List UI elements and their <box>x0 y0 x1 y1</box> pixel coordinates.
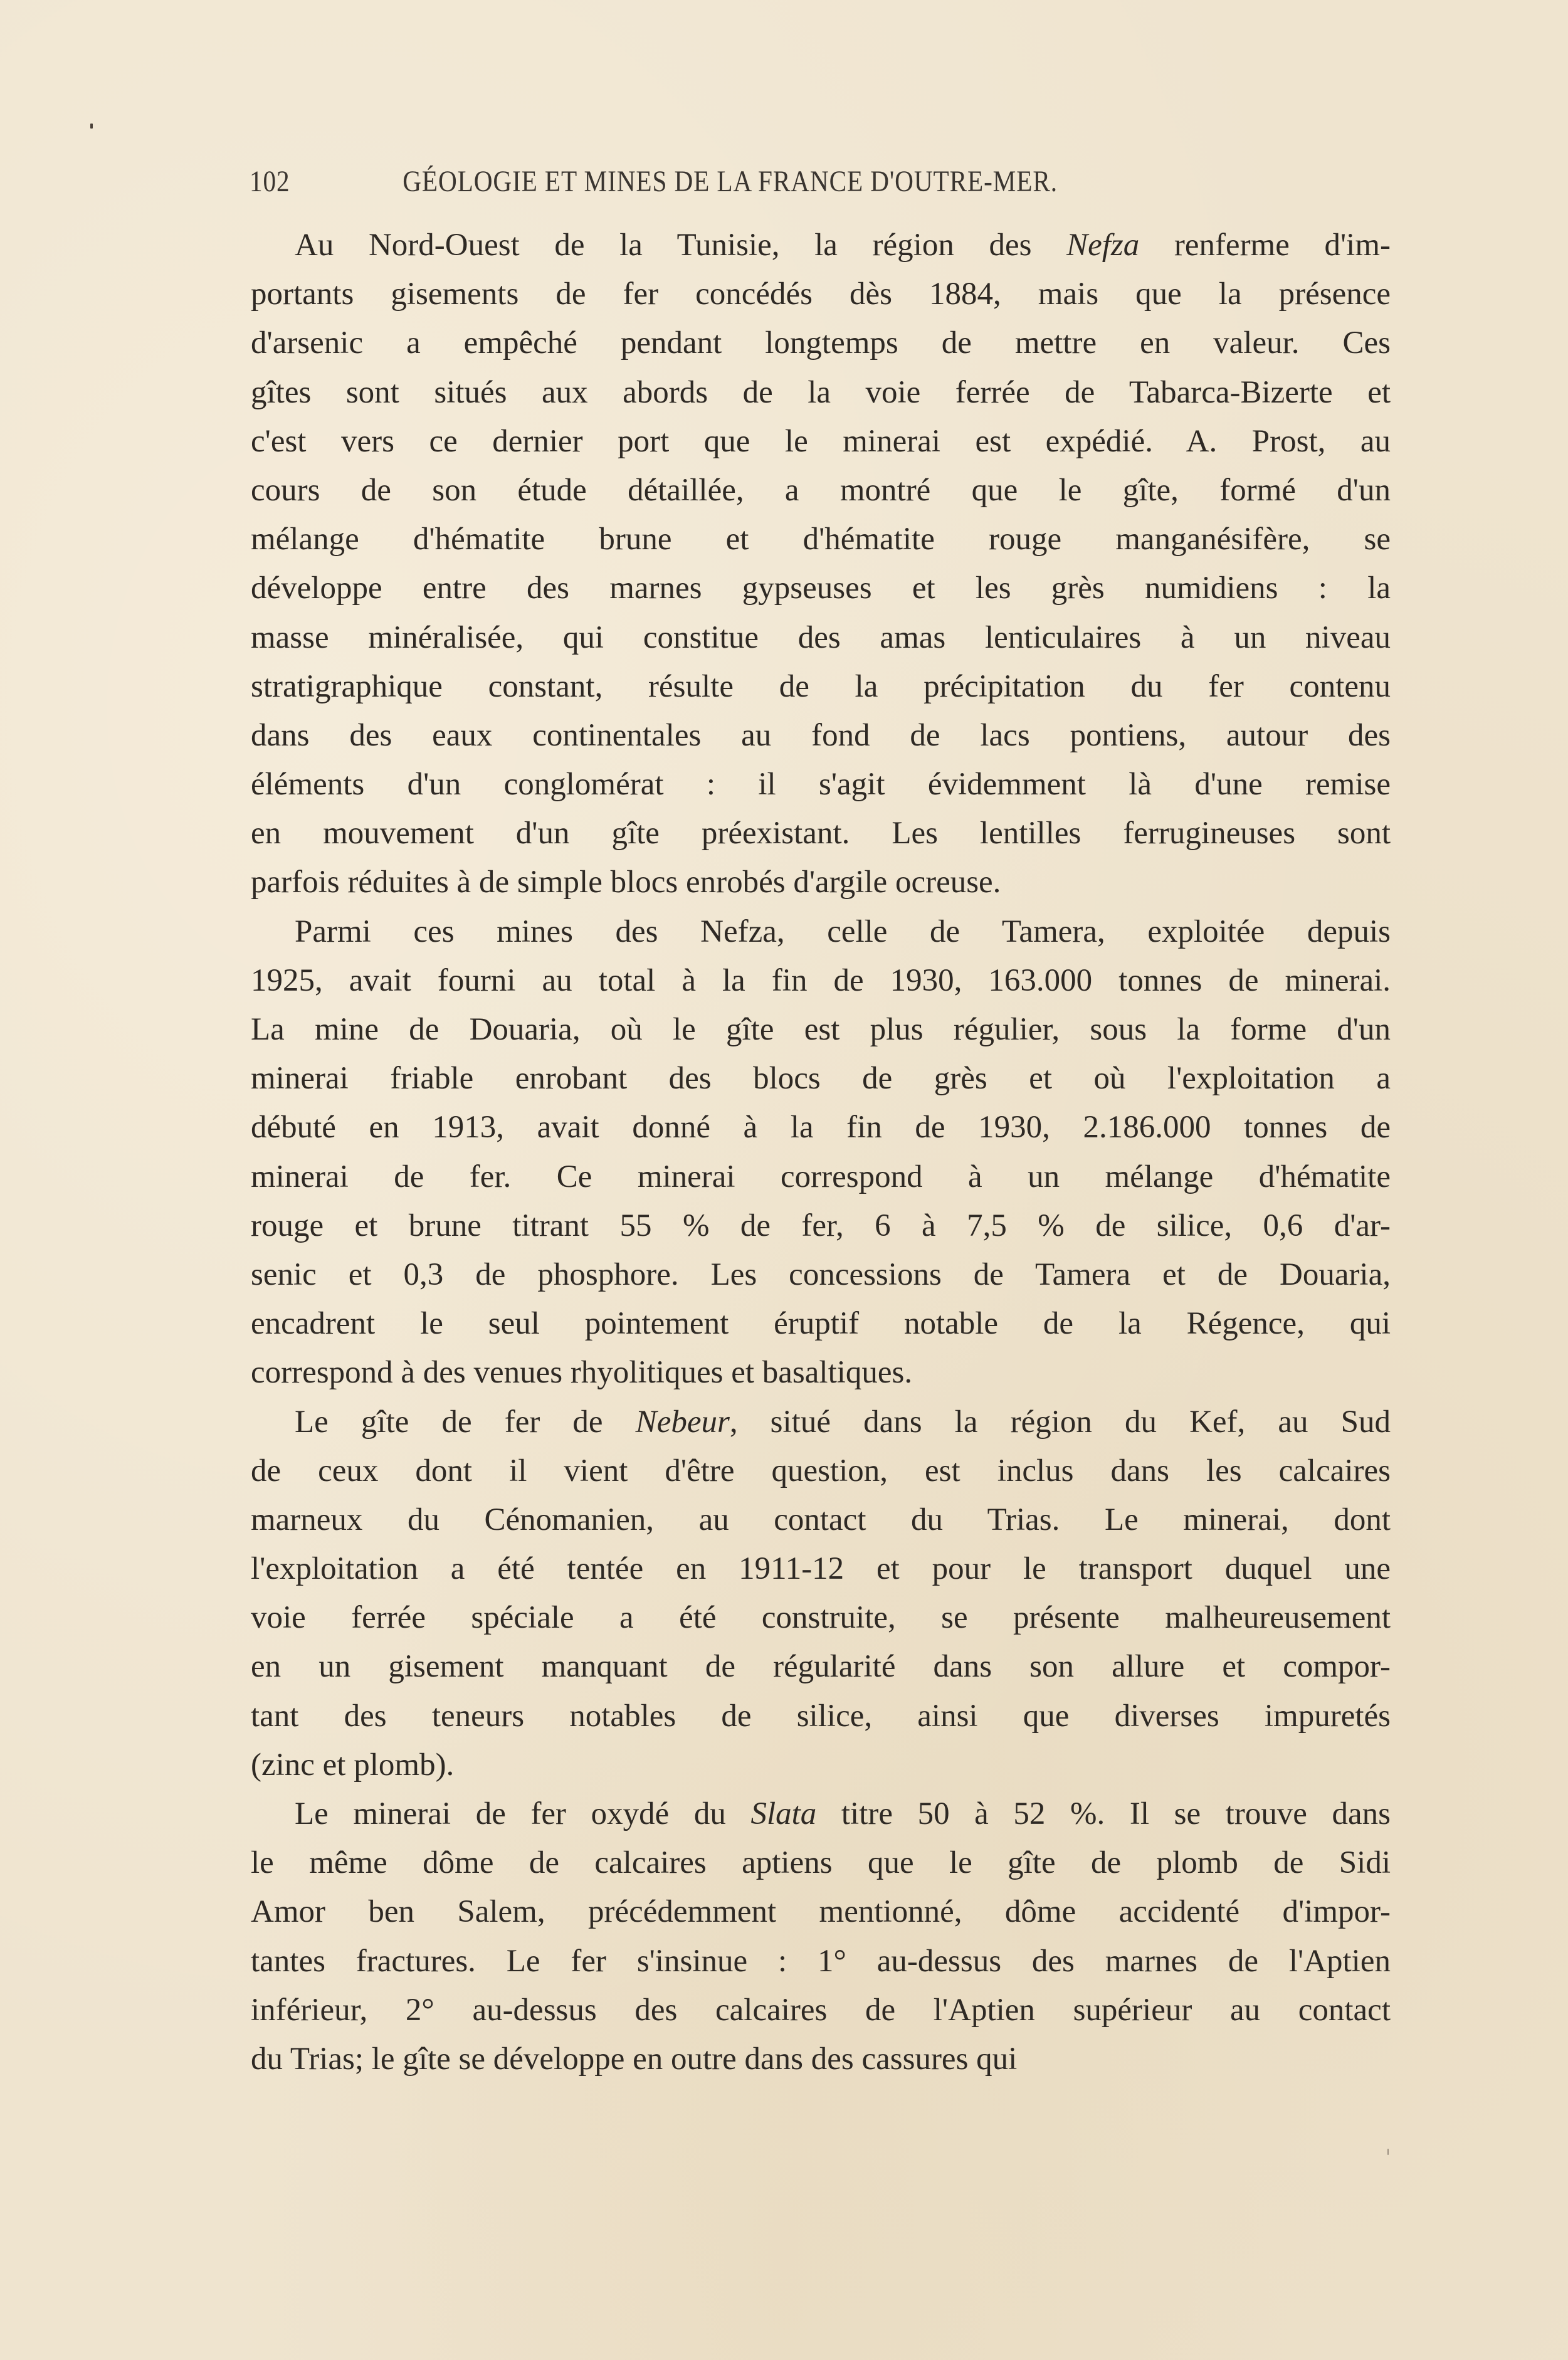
text-line <box>251 417 1391 466</box>
text-segment: gîtes sont situés aux abords de la voie ferrée de Tabarca-Bizerte et <box>251 374 1391 410</box>
text-segment: mélange d'hématite brune et d'hématite rouge manganésifère, se <box>251 522 1391 557</box>
text-line <box>251 1495 1391 1544</box>
text-line <box>251 1299 1391 1348</box>
text-line <box>251 319 1391 367</box>
text-line <box>251 270 1391 319</box>
text-segment: Amor ben Salem, précédemment mentionné, dôme accidenté d'impor- <box>251 1894 1391 1930</box>
text-line <box>251 221 1391 270</box>
text-line <box>251 1201 1391 1250</box>
text-line <box>251 1250 1391 1299</box>
text-segment: dans des eaux continentales au fond de lacs pontiens, autour des <box>251 717 1391 753</box>
text-segment: Parmi ces mines des Nefza, celle de Tamera, exploitée depuis <box>295 914 1391 949</box>
text-segment: portants gisements de fer concédés dès 1884, mais que la présence <box>251 277 1391 312</box>
text-segment: titre 50 à 52 %. Il se trouve dans <box>816 1796 1391 1831</box>
text-line <box>251 662 1391 711</box>
text-line <box>251 1741 1391 1789</box>
text-segment: rouge et brune titrant 55 % de fer, 6 à 7,5 % de silice, 0,6 d'ar- <box>251 1208 1391 1243</box>
text-segment: minerai de fer. Ce minerai correspond à un mélange d'hématite <box>251 1159 1391 1194</box>
text-segment: tantes fractures. Le fer s'insinue : 1° au-dessus des marnes de l'Aptien <box>251 1943 1391 1979</box>
text-line <box>251 809 1391 858</box>
text-segment: senic et 0,3 de phosphore. Les concessions de Tamera et de Douaria, <box>251 1256 1391 1292</box>
text-segment: 1925, avait fourni au total à la fin de 1930, 163.000 tonnes de minerai. <box>251 962 1391 998</box>
paper-speck <box>1387 2149 1389 2155</box>
text-segment: marneux du Cénomanien, au contact du Trias. Le minerai, dont <box>251 1502 1391 1537</box>
text-segment: La mine de Douaria, où le gîte est plus régulier, sous la forme d'un <box>251 1012 1391 1047</box>
running-head <box>250 164 1091 202</box>
text-segment: éléments d'un conglomérat : il s'agit évidemment là d'une remise <box>251 767 1391 803</box>
text-line <box>251 1446 1391 1495</box>
text-line <box>251 1986 1391 2035</box>
text-line <box>251 1642 1391 1691</box>
text-line <box>251 1005 1391 1054</box>
text-line <box>251 1348 1391 1397</box>
text-line <box>251 1887 1391 1936</box>
text-line <box>251 1544 1391 1593</box>
text-segment: voie ferrée spéciale a été construite, se présente malheureusement <box>251 1600 1391 1636</box>
text-line <box>251 1789 1391 1838</box>
text-segment: masse minéralisée, qui constitue des amas lenticulaires à un niveau <box>251 619 1391 655</box>
text-segment: (zinc et plomb). <box>251 1747 455 1783</box>
text-segment: en un gisement manquant de régularité dans son allure et compor- <box>251 1649 1391 1685</box>
text-line <box>251 956 1391 1005</box>
paragraph <box>251 221 1391 907</box>
text-line <box>251 564 1391 613</box>
text-line <box>251 515 1391 564</box>
page-number: 102 <box>250 165 290 198</box>
text-segment: c'est vers ce dernier port que le minerai est expédié. A. Prost, au <box>251 423 1391 459</box>
text-segment: tant des teneurs notables de silice, ainsi que diverses impuretés <box>251 1698 1391 1734</box>
text-line <box>251 1937 1391 1986</box>
text-segment: stratigraphique constant, résulte de la précipitation du fer contenu <box>251 668 1391 704</box>
text-segment: inférieur, 2° au-dessus des calcaires de l'Aptien supérieur au contact <box>251 1992 1391 2028</box>
paragraph <box>251 1398 1391 1790</box>
text-line <box>251 907 1391 956</box>
italic-place-name: Nefza <box>1066 228 1140 263</box>
text-segment: l'exploitation a été tentée en 1911-12 et pour le transport duquel une <box>251 1551 1391 1587</box>
text-line <box>251 1103 1391 1152</box>
text-line <box>251 1054 1391 1103</box>
text-segment: Au Nord-Ouest de la Tunisie, la région des <box>295 228 1067 263</box>
text-segment: d'arsenic a empêché pendant longtemps de mettre en valeur. Ces <box>251 325 1391 361</box>
paper-speck <box>90 124 93 129</box>
text-segment: , situé dans la région du Kef, au Sud <box>729 1404 1391 1440</box>
text-segment: développe entre des marnes gypseuses et les grès numidiens : la <box>251 571 1391 606</box>
text-segment: du Trias; le gîte se développe en outre dans des cassures qui <box>251 2041 1018 2077</box>
italic-place-name: Slata <box>750 1796 817 1831</box>
text-line <box>251 1838 1391 1887</box>
text-segment: débuté en 1913, avait donné à la fin de 1930, 2.186.000 tonnes de <box>251 1110 1391 1146</box>
text-segment: Le minerai de fer oxydé du <box>295 1796 751 1831</box>
text-segment: en mouvement d'un gîte préexistant. Les lentilles ferrugineuses sont <box>251 816 1391 851</box>
text-segment: le même dôme de calcaires aptiens que le gîte de plomb de Sidi <box>251 1845 1391 1881</box>
text-segment: de ceux dont il vient d'être question, est inclus dans les calcaires <box>251 1453 1391 1488</box>
paragraph <box>251 1789 1391 2083</box>
text-line <box>251 711 1391 760</box>
paragraph <box>251 907 1391 1398</box>
text-segment: cours de son étude détaillée, a montré que le gîte, formé d'un <box>251 472 1391 508</box>
text-segment: Le gîte de fer de <box>295 1404 636 1440</box>
italic-place-name: Nebeur <box>635 1404 730 1440</box>
text-segment: encadrent le seul pointement éruptif notable de la Régence, qui <box>251 1306 1391 1342</box>
text-line <box>251 760 1391 809</box>
text-line <box>251 1593 1391 1642</box>
text-line <box>251 1152 1391 1201</box>
text-line <box>251 1692 1391 1741</box>
text-line <box>251 1398 1391 1446</box>
text-line <box>251 2035 1391 2083</box>
text-segment: minerai friable enrobant des blocs de grès et où l'exploitation a <box>251 1061 1391 1097</box>
text-line <box>251 858 1391 907</box>
text-segment: correspond à des venues rhyolitiques et basaltiques. <box>251 1355 913 1391</box>
text-segment: renferme d'im- <box>1139 228 1391 263</box>
text-line <box>251 613 1391 662</box>
text-line <box>251 368 1391 417</box>
running-title: GÉOLOGIE ET MINES DE LA FRANCE D'OUTRE-MER. <box>403 165 1058 198</box>
text-line <box>251 466 1391 515</box>
text-segment: parfois réduites à de simple blocs enrobés d'argile ocreuse. <box>251 865 1001 900</box>
body-text <box>251 221 1391 2083</box>
